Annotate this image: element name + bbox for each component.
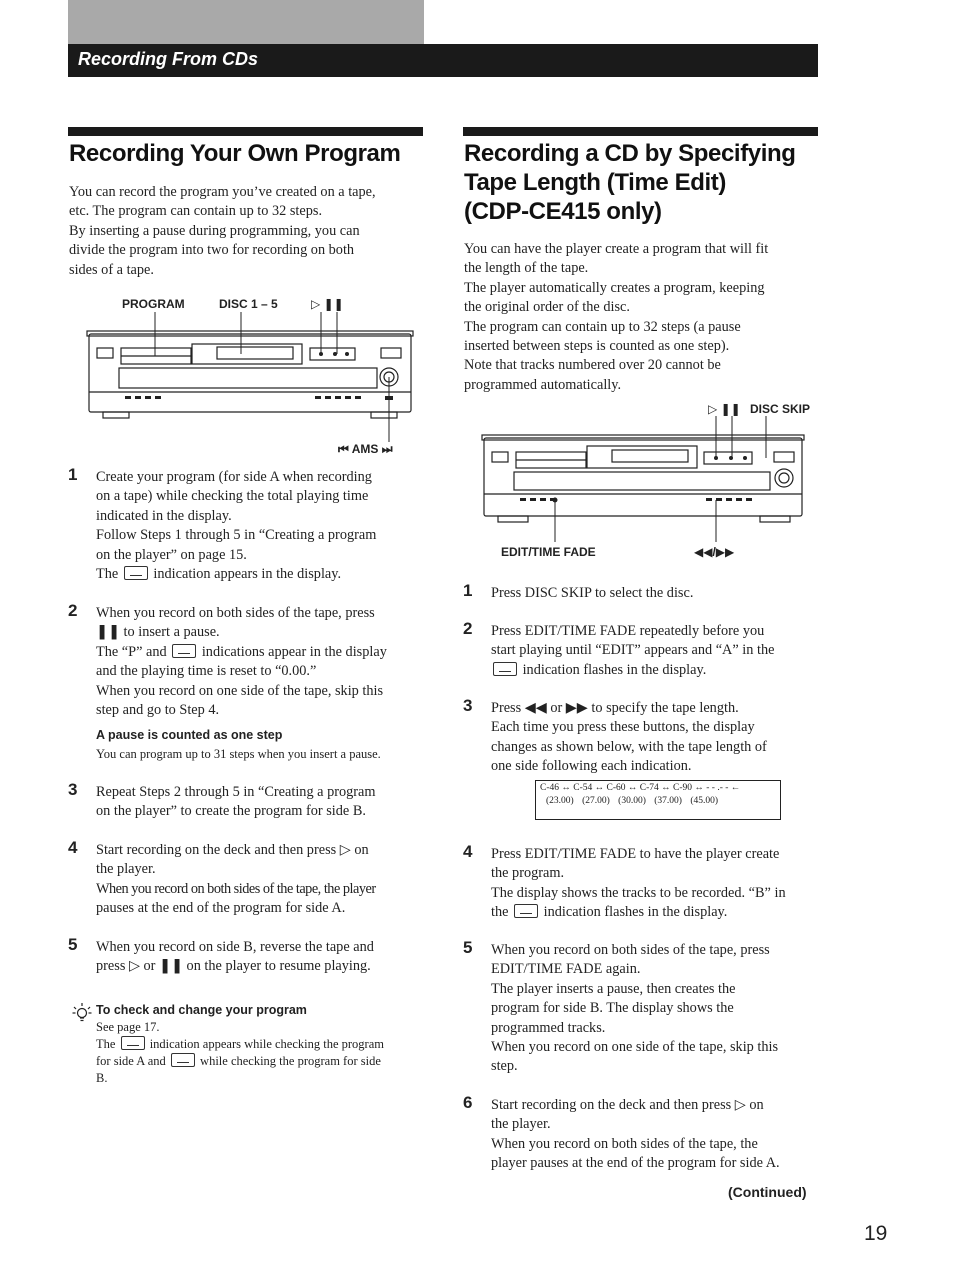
right-step-5 (463, 938, 823, 1077)
step-number: 4 (463, 842, 473, 861)
page-number: 19 (864, 1222, 888, 1245)
left-title-rule (68, 127, 423, 136)
step-line: program for side B. The display shows the (491, 1000, 734, 1017)
label-play-pause: ▷ ❚❚ (708, 402, 741, 416)
header-grey-block (68, 0, 424, 44)
step-line: Start recording on the deck and then press ▷ on (491, 1097, 764, 1113)
tape-icon (121, 1036, 145, 1050)
step-number: 3 (463, 696, 473, 715)
step-line: Repeat Steps 2 through 5 in “Creating a program (96, 784, 376, 800)
step-line: on the player” on page 15. (96, 546, 247, 563)
intro-line: the length of the tape. (464, 260, 589, 277)
intro-line: etc. The program can contain up to 32 steps. (69, 203, 323, 220)
section-title: Recording From CDs (78, 49, 259, 69)
left-title: Recording Your Own Program (69, 140, 401, 167)
tip-text: while checking the program for side (200, 1054, 381, 1068)
step-text: indication appears in the display. (153, 566, 342, 583)
left-intro (69, 183, 429, 280)
step-line: ❚❚ to insert a pause. (96, 624, 220, 641)
step-line: When you record on one side of the tape, skip this (96, 682, 384, 699)
intro-line: programmed automatically. (464, 376, 622, 393)
step-line: Press ◀◀ or ▶▶ to specify the tape length. (491, 700, 739, 716)
tape-length-cycle-box (535, 780, 781, 820)
step-line: start playing until “EDIT” appears and “A” in the (491, 642, 775, 659)
step-number: 5 (68, 935, 78, 954)
lightbulb-icon (72, 1002, 92, 1024)
step-text: indication flashes in the display. (522, 661, 707, 678)
step-number: 6 (463, 1093, 473, 1112)
section-header-bar (68, 44, 818, 77)
step-line: When you record on both sides of the tape, the player (96, 880, 376, 897)
right-step-1 (463, 581, 823, 603)
step-line: Press DISC SKIP to select the disc. (491, 585, 694, 601)
title-line: (CDP-CE415 only) (464, 198, 662, 225)
left-step-5 (68, 935, 428, 977)
cycle-label: C-46 (540, 783, 559, 793)
step-line: The player inserts a pause, then creates the (491, 980, 736, 997)
cycle-label: C-74 (639, 783, 659, 793)
cd-player-diagram-right (480, 416, 810, 546)
step-line: programmed tracks. (491, 1019, 606, 1036)
cycle-value: (30.00) (618, 796, 646, 806)
tip-text: indication appears while checking the program (149, 1037, 384, 1051)
step-line: indicated in the display. (96, 507, 232, 524)
label-disc: DISC 1 – 5 (219, 297, 278, 311)
step-number: 3 (68, 780, 78, 799)
step-line: The display shows the tracks to be recorded. “B” in (491, 884, 786, 901)
step-line: the player. (491, 1116, 551, 1133)
intro-line: You can record the program you’ve created on a tape, (69, 184, 376, 200)
intro-line: Note that tracks numbered over 20 cannot be (464, 357, 721, 374)
step-text: indications appear in the display (201, 643, 387, 660)
right-step-3 (463, 696, 823, 777)
right-title-rule (463, 127, 818, 136)
right-step-4 (463, 842, 823, 923)
step-text: the (491, 904, 509, 921)
step-text: indication flashes in the display. (543, 904, 728, 921)
step-line: When you record on both sides of the tape, press (491, 942, 770, 958)
label-edit-time-fade: EDIT/TIME FADE (501, 545, 596, 559)
step-line: Press EDIT/TIME FADE repeatedly before you (491, 623, 765, 639)
step-line: When you record on both sides of the tape, press (96, 605, 375, 621)
step-line: EDIT/TIME FADE again. (491, 961, 641, 978)
cycle-value: (37.00) (654, 796, 682, 806)
step-line: player pauses at the end of the program for side A. (491, 1155, 780, 1172)
intro-line: You can have the player create a program that will fit (464, 241, 769, 257)
step-number: 2 (463, 619, 473, 638)
step-line: one side following each indication. (491, 758, 692, 775)
tip-text: The (96, 1037, 116, 1051)
continued-label: (Continued) (728, 1184, 807, 1200)
cycle-label: - - .- - (706, 783, 729, 793)
cycle-value: (45.00) (690, 796, 719, 806)
cycle-label: C-54 (573, 783, 593, 793)
step-line: the player. (96, 861, 156, 878)
step-line: When you record on both sides of the tape, the (491, 1135, 758, 1152)
label-ams: ⏮ AMS ⏭ (338, 442, 393, 456)
tip-text: See page 17. (96, 1020, 160, 1034)
tape-icon (514, 904, 538, 918)
intro-line: the original order of the disc. (464, 299, 630, 316)
intro-line: The player automatically creates a program, keeping (464, 279, 765, 296)
step-line: Create your program (for side A when recording (96, 469, 372, 485)
tape-icon (172, 644, 196, 658)
step-line: the program. (491, 865, 565, 882)
cycle-label: C-60 (606, 783, 626, 793)
cd-player-diagram-left (85, 312, 425, 447)
title-line: Tape Length (Time Edit) (464, 169, 726, 196)
step-text: The (96, 566, 119, 583)
step-number: 2 (68, 601, 78, 620)
left-step-3 (68, 780, 428, 822)
step-line: When you record on side B, reverse the tape and (96, 939, 374, 955)
cycle-value: (23.00) (546, 796, 574, 806)
cycle-top-row: C-46 ↔ C-54 ↔ C-60 ↔ C-74 ↔ C-90 ↔ - - .- - ← (540, 783, 741, 793)
cycle-label: C-90 (673, 783, 692, 793)
note-text: You can program up to 31 steps when you insert a pause. (96, 746, 381, 761)
tip-block (96, 1002, 426, 1087)
step-line: When you record on one side of the tape, skip this (491, 1039, 779, 1056)
intro-line: The program can contain up to 32 steps (a pause (464, 318, 741, 335)
step-line: changes as shown below, with the tape length of (491, 738, 767, 755)
label-program: PROGRAM (122, 297, 185, 311)
left-step-1 (68, 465, 428, 584)
right-step-2 (463, 619, 823, 680)
step-line: step. (491, 1058, 518, 1075)
step-line: Follow Steps 1 through 5 in “Creating a program (96, 527, 377, 544)
step-line: pauses at the end of the program for side A. (96, 900, 346, 917)
step-line: press ▷ or ❚❚ on the player to resume playing. (96, 958, 371, 975)
step-line: and the playing time is reset to “0.00.” (96, 663, 317, 680)
step-line: on the player” to create the program for side B. (96, 803, 366, 820)
cycle-bottom-row (546, 796, 718, 806)
note-title: A pause is counted as one step (96, 728, 283, 743)
step-line: Each time you press these buttons, the display (491, 719, 755, 736)
step-number: 1 (68, 465, 78, 484)
title-line: Recording a CD by Specifying (464, 140, 796, 167)
step-number: 1 (463, 581, 473, 600)
right-intro (464, 240, 824, 395)
step-number: 4 (68, 838, 78, 857)
step-line: Press EDIT/TIME FADE to have the player create (491, 846, 780, 862)
intro-line: inserted between steps is counted as one step). (464, 338, 730, 355)
left-step-4 (68, 838, 428, 919)
step-line: on a tape) while checking the total playing time (96, 488, 369, 505)
intro-line: sides of a tape. (69, 261, 154, 278)
tip-title: To check and change your program (96, 1003, 307, 1017)
label-search: ◀◀/▶▶ (694, 545, 735, 559)
right-title (464, 139, 796, 226)
step-line: Start recording on the deck and then press ▷ on (96, 842, 369, 858)
tape-icon (171, 1053, 195, 1067)
left-step-2 (68, 601, 428, 763)
tip-text: for side A and (96, 1054, 166, 1068)
right-step-6 (463, 1093, 823, 1174)
step-line: step and go to Step 4. (96, 702, 220, 719)
tape-icon (493, 662, 517, 676)
tip-text: B. (96, 1071, 108, 1085)
step-number: 5 (463, 938, 473, 957)
label-play-pause: ▷ ❚❚ (311, 297, 344, 311)
tape-icon (124, 566, 148, 580)
intro-line: divide the program into two for recording on both (69, 242, 355, 259)
step-text: The “P” and (96, 643, 167, 660)
cycle-value: (27.00) (582, 796, 610, 806)
intro-line: By inserting a pause during programming, you can (69, 222, 360, 239)
label-disc-skip: DISC SKIP (750, 402, 811, 416)
